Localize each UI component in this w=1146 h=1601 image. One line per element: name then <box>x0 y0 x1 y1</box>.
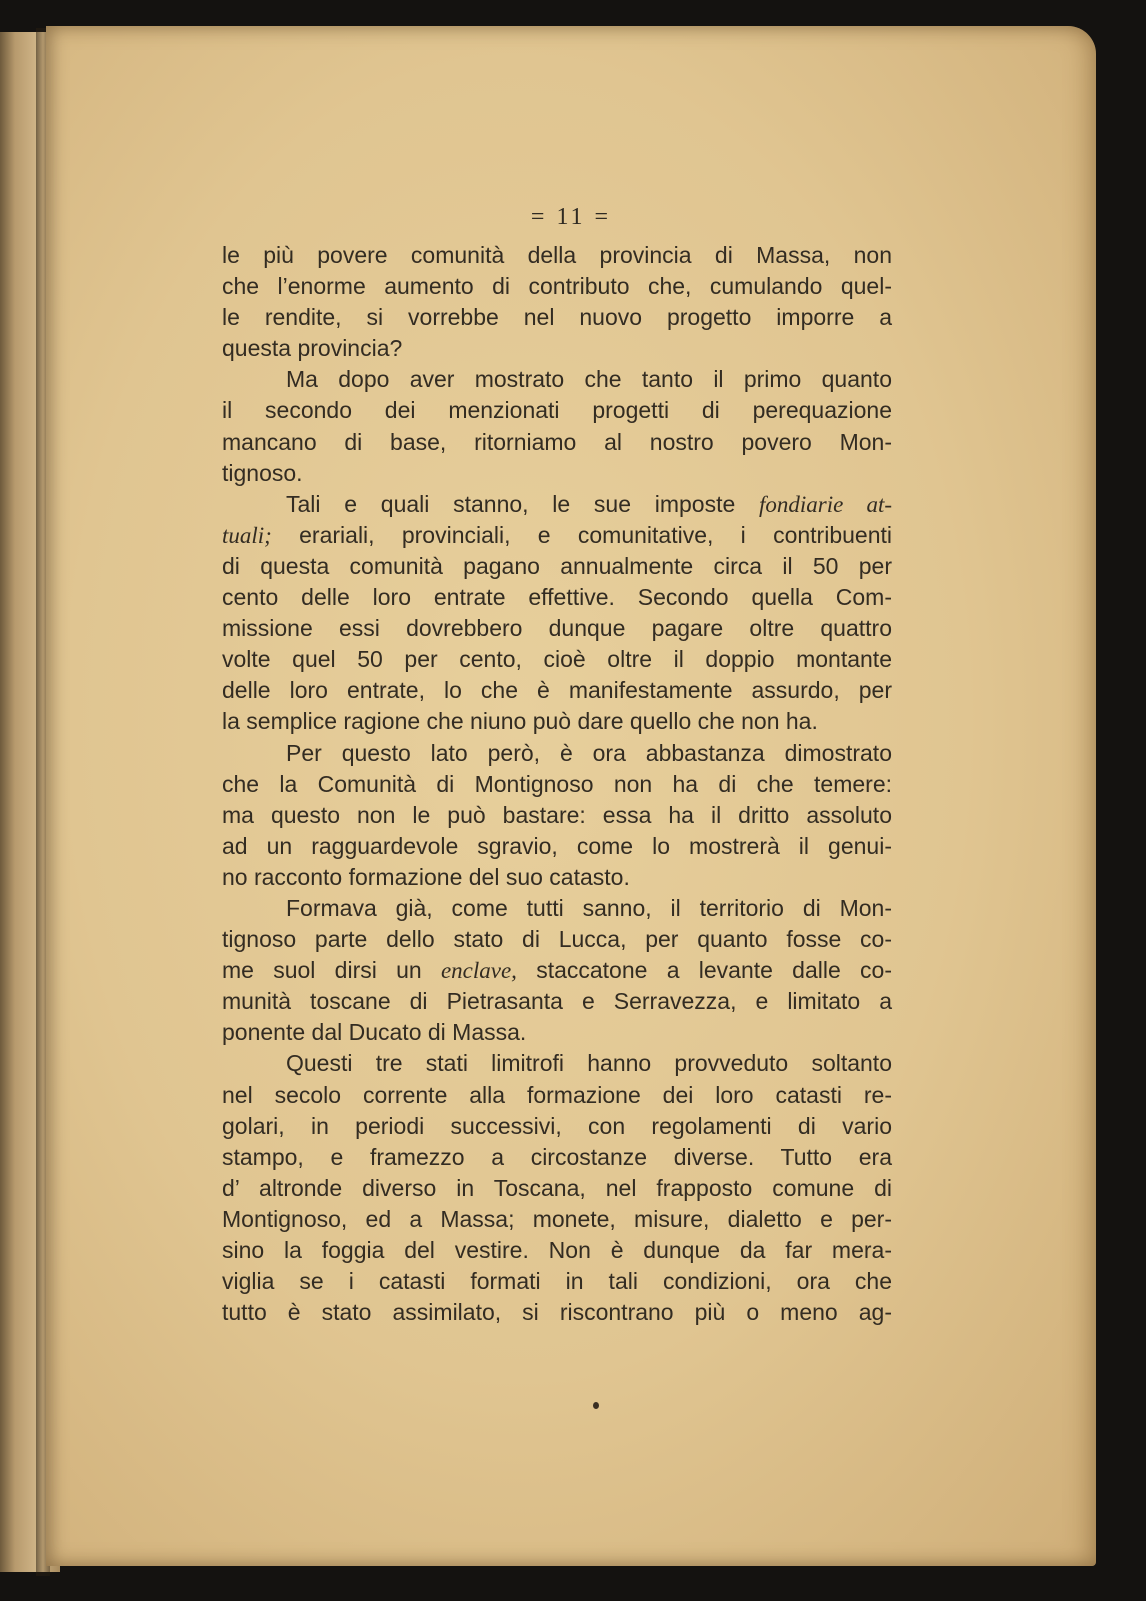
text-line <box>222 520 892 551</box>
text-line: missione essi dovrebbero dunque pagare oltre quattro <box>222 615 892 642</box>
text-line: Ma dopo aver mostrato che tanto il primo quanto <box>286 366 892 393</box>
text-line: munità toscane di Pietrasanta e Serravezza, e limitato a <box>222 988 892 1015</box>
text-line: che la Comunità di Montignoso non ha di che temere: <box>222 770 892 797</box>
text-segment: me suol dirsi un <box>222 957 441 984</box>
text-line: il secondo dei menzionati progetti di perequazione <box>222 397 892 424</box>
ink-spot <box>593 1402 599 1409</box>
text-line: Questi tre stati limitrofi hanno provveduto soltanto <box>286 1050 892 1077</box>
text-line: no racconto formazione del suo catasto. <box>222 863 630 890</box>
body-text <box>222 240 892 1328</box>
text-line: Per questo lato però, è ora abbastanza dimostrato <box>286 739 892 766</box>
text-segment: staccatone a levante dalle co- <box>516 957 892 984</box>
text-line: tutto è stato assimilato, si riscontrano più o meno ag- <box>222 1299 892 1326</box>
text-line: cento delle loro entrate effettive. Secondo quella Com- <box>222 584 892 611</box>
text-line: sino la foggia del vestire. Non è dunque da far mera- <box>222 1237 892 1263</box>
italic-text: tuali; <box>222 522 272 548</box>
text-line: mancano di base, ritorniamo al nostro povero Mon- <box>222 428 892 455</box>
page-number-header: = 11 = <box>530 204 612 230</box>
book-page <box>46 26 1096 1566</box>
text-line: tignoso parte dello stato di Lucca, per quanto fosse co- <box>222 926 892 953</box>
text-line: questa provincia? <box>222 335 403 362</box>
text-line: volte quel 50 per cento, cioè oltre il doppio montante <box>222 646 892 673</box>
italic-text: enclave, <box>440 958 517 984</box>
text-line: tignoso. <box>222 459 303 486</box>
text-line: di questa comunità pagano annualmente circa il 50 per <box>222 552 892 579</box>
text-line: che l’enorme aumento di contributo che, cumulando quel- <box>222 273 892 300</box>
text-line: le rendite, si vorrebbe nel nuovo progetto imporre a <box>222 304 892 331</box>
text-line: viglia se i catasti formati in tali condizioni, ora che <box>222 1268 892 1295</box>
text-line: stampo, e framezzo a circostanze diverse. Tutto era <box>222 1143 892 1170</box>
text-line: ponente dal Ducato di Massa. <box>222 1019 527 1046</box>
text-line: golari, in periodi successivi, con regolamenti di vario <box>222 1112 892 1139</box>
text-line: nel secolo corrente alla formazione dei loro catasti re- <box>222 1081 892 1108</box>
text-line: la semplice ragione che niuno può dare quello che non ha. <box>222 708 818 735</box>
text-line: ma questo non le può bastare: essa ha il dritto assoluto <box>222 801 892 828</box>
text-line: Montignoso, ed a Massa; monete, misure, dialetto e per- <box>222 1205 892 1232</box>
text-segment: Tali e quali stanno, le sue imposte <box>286 490 760 517</box>
text-line: delle loro entrate, lo che è manifestamente assurdo, per <box>222 677 892 704</box>
text-line <box>222 489 892 520</box>
text-line: le più povere comunità della provincia di Massa, non <box>222 242 892 268</box>
text-line <box>222 955 892 986</box>
text-line: ad un ragguardevole sgravio, come lo mostrerà il genui- <box>222 832 892 859</box>
italic-text: fondiarie at- <box>759 491 892 517</box>
text-segment: erariali, provinciali, e comunitative, i contribuenti <box>271 521 892 548</box>
text-line: d’ altronde diverso in Toscana, nel frapposto comune di <box>222 1174 892 1201</box>
text-line: Formava già, come tutti sanno, il territorio di Mon- <box>286 894 892 921</box>
